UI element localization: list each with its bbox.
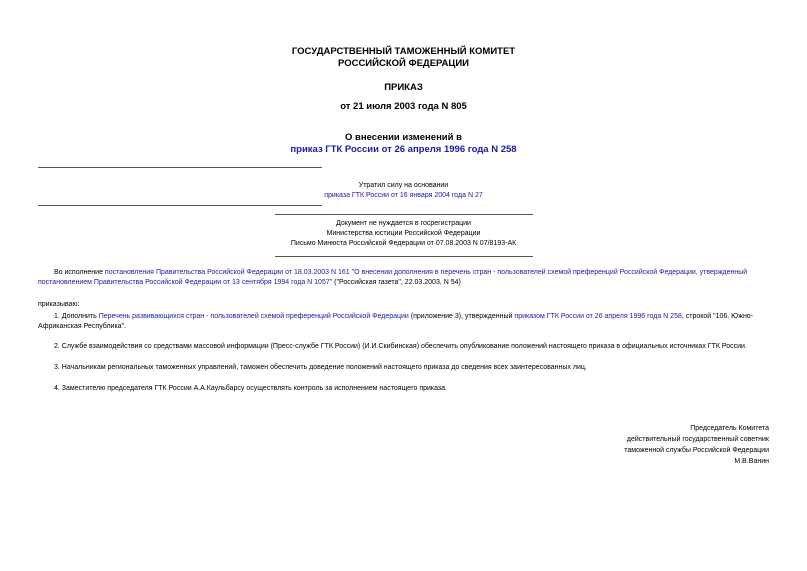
signature-name: М.В.Ванин <box>734 458 769 465</box>
doc-type: ПРИКАЗ <box>384 82 423 93</box>
signature-service: таможенной службы Российской Федерации <box>624 447 769 454</box>
order-item-3: 3. Начальникам региональных таможенных управлений, таможен обеспечить доведение положений настоящего приказа до сведения всех заинтересованных лиц. <box>54 364 587 371</box>
item1-text-2: (приложение 3), утвержденный <box>408 313 515 320</box>
org-name-line1: ГОСУДАРСТВЕННЫЙ ТАМОЖЕННЫЙ КОМИТЕТ <box>291 46 516 57</box>
status-note-link[interactable]: приказа ГТК России от 16 января 2004 года N 27 <box>324 192 483 199</box>
signature-rank: действительный государственный советник <box>626 436 769 443</box>
preamble-paragraph <box>38 268 770 288</box>
item1-text-3: , строкой "106. Южно-Африканская Республика". <box>38 313 754 330</box>
item1-text-1: 1. Дополнить <box>54 313 99 320</box>
doc-date-number: от 21 июля 2003 года N 805 <box>340 101 467 112</box>
item1-link-order-258[interactable]: приказом ГТК России от 26 апреля 1996 года N 258 <box>514 313 682 320</box>
status-note-line1: Утратил силу на основании <box>358 182 449 189</box>
registration-line2: Министерства юстиции Российской Федерации <box>326 230 481 237</box>
divider-left-top <box>38 167 322 168</box>
order-word: приказываю: <box>38 301 80 308</box>
registration-line1: Документ не нуждается в госрегистрации <box>336 220 471 227</box>
doc-title-link[interactable]: приказ ГТК России от 26 апреля 1996 года N 258 <box>290 144 517 155</box>
divider-registration-bottom <box>275 256 533 257</box>
order-item-2: 2. Службе взаимодействия со средствами массовой информации (Пресс-службе ГТК России) (И.И.Скибинская) обеспечить опубликование положений настоящего приказа в официальных источниках ГТК России. <box>54 343 747 350</box>
signature-position: Председатель Комитета <box>690 425 769 432</box>
preamble-link-decree[interactable]: постановления <box>104 269 154 276</box>
registration-line3: Письмо Минюста Российской Федерации от 07.08.2003 N 07/8193-АК <box>290 240 517 247</box>
order-item-1 <box>38 312 770 332</box>
item1-link-country-list[interactable]: Перечень развивающихся стран - пользователей схемой преференций Российской Федерации <box>98 313 409 320</box>
order-item-4: 4. Заместителю председателя ГТК России А.А.Каульбарсу осуществлять контроль за исполнением настоящего приказа. <box>54 385 447 392</box>
preamble-link-government-decree[interactable]: Правительства Российской Федерации от 18.03.2003 N 161 "О внесении дополнения в перечень стран - пользователей схемой преференций Российской Федерации, утвержденный постановлением Правительства Российской Федерации от 13 сентября 1994 года N 1057" <box>38 269 748 286</box>
preamble-text-3: ("Российская газета", 22.03.2003, N 54) <box>332 279 461 286</box>
divider-left-bottom <box>38 205 322 206</box>
org-name-line2: РОССИЙСКОЙ ФЕДЕРАЦИИ <box>337 58 469 69</box>
divider-registration-top <box>275 214 533 215</box>
doc-title-line1: О внесении изменений в <box>345 132 462 143</box>
preamble-text-1: Во исполнение <box>54 269 105 276</box>
